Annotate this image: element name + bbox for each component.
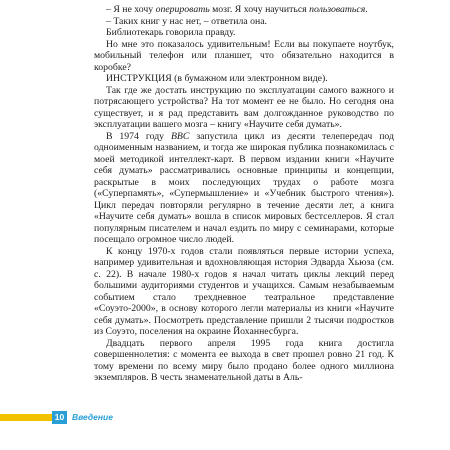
paragraph xyxy=(94,246,394,338)
paragraph xyxy=(94,131,394,246)
paragraph xyxy=(94,338,394,384)
section-title: Введение xyxy=(72,412,113,422)
paragraph xyxy=(94,73,394,85)
body-text xyxy=(94,4,394,384)
italic-text: оперировать xyxy=(155,4,210,15)
page-footer xyxy=(0,411,200,424)
text-run: – Таких книг у нас нет, – ответила она. xyxy=(106,15,267,27)
italic-text: BBC xyxy=(170,130,190,142)
text-run: В 1974 году xyxy=(106,130,171,142)
text-run: мозг. Я хочу научиться xyxy=(209,4,310,15)
text-run: Двадцать первого апреля 1995 года книга достигла совершеннолетия: с момента ее выхода в свет прошел ровно 21 год. К тому времени по всему миру было продано более одного миллиона экземпляров. В честь знаменательной даты в Аль- xyxy=(94,337,394,383)
paragraph xyxy=(94,4,394,16)
paragraph xyxy=(94,85,394,131)
text-run: – Я не хочу xyxy=(106,4,156,15)
text-run: Но мне это показалось удивительным! Если вы покупаете ноутбук, мобильный телефон или планшет, что обязательно находится в коробке? xyxy=(94,38,394,73)
text-run: запустила цикл из десяти телепередач под одноименным названием, и тогда же широкая публика познакомилась с моей методикой интеллект-карт. В первом издании книги «Научите себя думать» рассматривались основные принципы и концепции, раскрытые в моих последующих трудах о работе мозга («Суперпамять», «Супермышление» и «Учебник быстрого чтения»). Цикл передач повторяли регулярно в течение десяти лет, а книга «Научите себя думать» вошла в список мировых бестселлеров. Я стал популярным писателем и начал ездить по миру с семинарами, которые посещало огромное число людей. xyxy=(94,130,394,245)
footer-accent-bar xyxy=(0,414,52,421)
page-number: 10 xyxy=(52,411,67,424)
text-run: ИНСТРУКЦИЯ (в бумажном или электронном виде). xyxy=(106,73,328,84)
paragraph xyxy=(94,39,394,74)
text-run: . xyxy=(365,4,368,15)
paragraph xyxy=(94,27,394,39)
text-run: К концу 1970-х годов стали появляться первые истории успеха, например удивительная и вдохновляющая история Эдварда Хьюза (см. с. 22). В начале 1980-х годов я начал читать циклы лекций перед большими аудиториями студентов и учащихся. Самым незабываемым событием стало трехдневное театральное представление «Соуэто-2000», в основу которого легли материалы из книги «Научите себя думать». Посмотреть представление пришли 2 тысячи подростков из Соуэто, поселения на окраине Йоханнесбурга. xyxy=(94,245,394,337)
paragraph xyxy=(94,16,394,28)
text-run: Библиотекарь говорила правду. xyxy=(106,27,236,38)
text-run: Так где же достать инструкцию по эксплуатации самого важного и потрясающего устройства? На тот момент ее не было. Но сегодня она существует, и я рад представить вам долгожданное руководство по эксплуатации вашего мозга – книгу «Научите себя думать». xyxy=(94,84,394,130)
italic-text: пользоваться xyxy=(309,4,366,15)
